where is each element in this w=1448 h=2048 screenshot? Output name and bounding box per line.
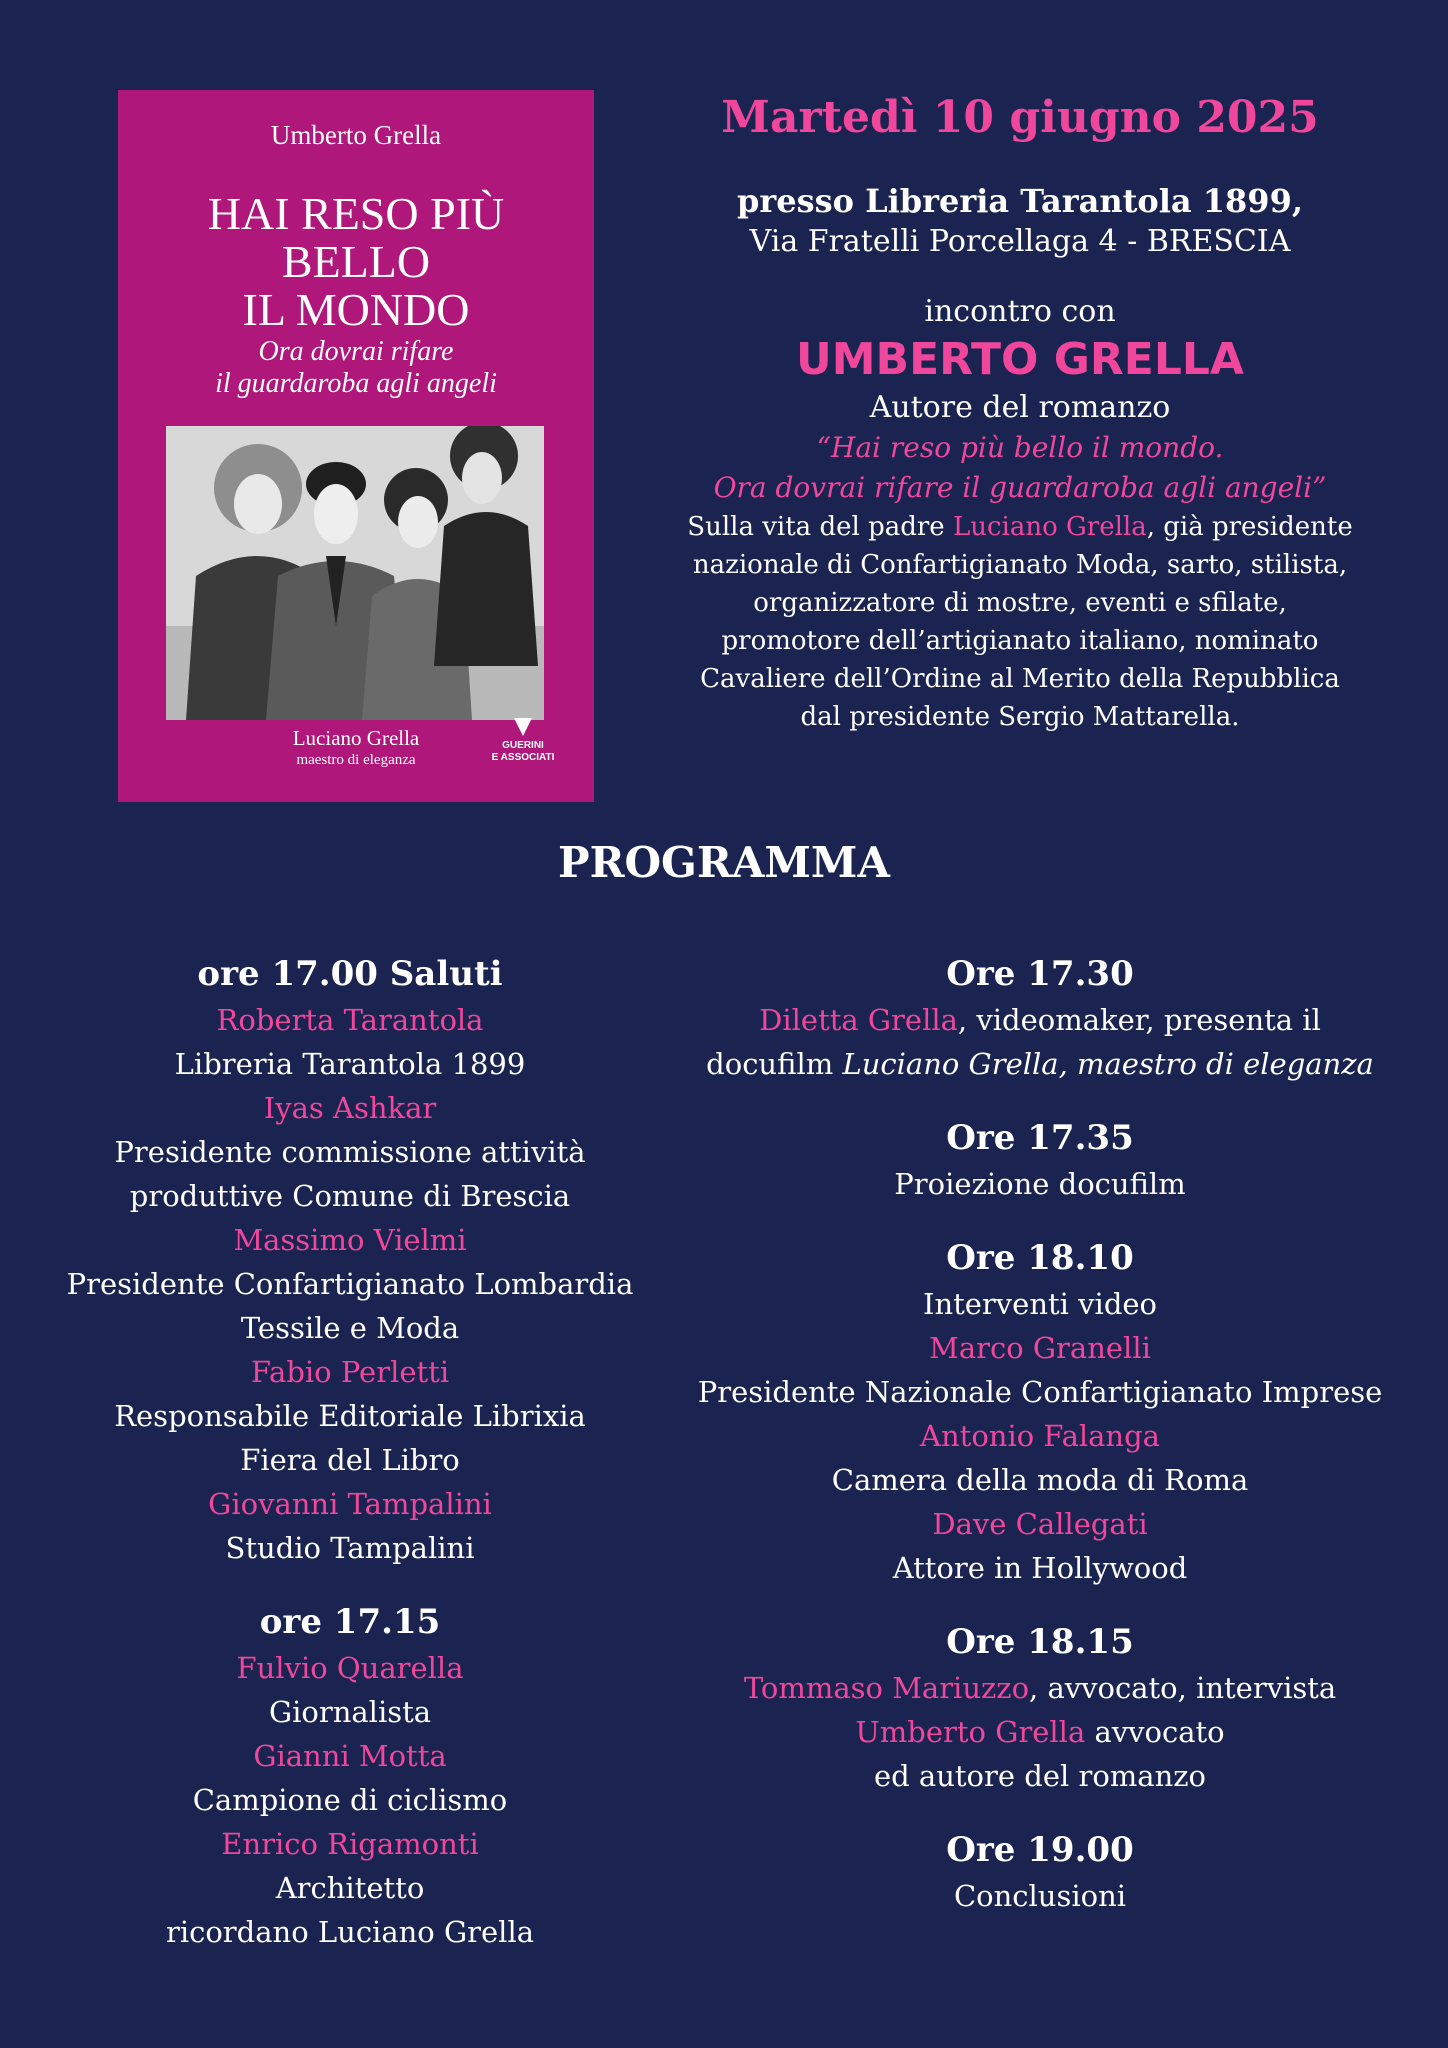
- speaker-role: produttive Comune di Brescia: [129, 1179, 571, 1213]
- novel-title-line: Ora dovrai rifare il guardaroba agli angeli”: [713, 471, 1327, 504]
- venue-name: presso Libreria Tarantola 1899,: [737, 182, 1303, 220]
- slot-text: ed autore del romanzo: [873, 1759, 1206, 1793]
- speaker-name: Enrico Rigamonti: [221, 1827, 479, 1861]
- cover-photo-illustration: [166, 426, 544, 720]
- speaker-role: Presidente Confartigianato Lombardia: [66, 1267, 634, 1301]
- speaker-name: Massimo Vielmi: [233, 1223, 467, 1257]
- bio-line: [640, 508, 1400, 546]
- slot-text: , avvocato, intervista: [1029, 1671, 1337, 1705]
- event-header: [640, 88, 1400, 736]
- speaker-name: Iyas Ashkar: [263, 1091, 437, 1125]
- cover-title-line: BELLO: [281, 236, 431, 287]
- slot-line: [660, 1710, 1420, 1754]
- bio-line: organizzatore di mostre, eventi e sfilate,: [753, 588, 1287, 618]
- speaker-name: Fulvio Quarella: [236, 1651, 464, 1685]
- slot-text: docufilm: [706, 1047, 843, 1081]
- bio-text: , già presidente: [1146, 512, 1353, 542]
- cover-title-line: IL MONDO: [242, 284, 470, 335]
- speaker-name: Dave Callegati: [932, 1507, 1148, 1541]
- bio-father-name: Luciano Grella: [952, 512, 1147, 542]
- program-left-column: [20, 950, 680, 1954]
- program-heading: PROGRAMMA: [557, 838, 890, 887]
- featured-author-name: UMBERTO GRELLA: [796, 334, 1244, 385]
- cover-author: Umberto Grella: [270, 120, 442, 150]
- cover-title-line: HAI RESO PIÙ: [207, 188, 505, 239]
- bio-line: promotore dell’artigianato italiano, nominato: [721, 626, 1319, 656]
- program-slot: [660, 1114, 1420, 1206]
- bio-line: dal presidente Sergio Mattarella.: [800, 702, 1240, 732]
- speaker-role: Presidente commissione attività: [114, 1135, 586, 1169]
- novel-title: [640, 428, 1400, 508]
- slot-time: ore 17.00 Saluti: [197, 954, 503, 994]
- program-slot: [20, 1598, 680, 1954]
- program-slot: [660, 1618, 1420, 1798]
- program-slot: [660, 1826, 1420, 1918]
- slot-text: Conclusioni: [953, 1879, 1127, 1913]
- speaker-name: Gianni Motta: [253, 1739, 447, 1773]
- author-bio: [640, 508, 1400, 736]
- speaker-role: Architetto: [275, 1871, 425, 1905]
- slot-line: [660, 1666, 1420, 1710]
- cover-subtitle-line: il guardaroba agli angeli: [215, 368, 497, 399]
- meet-with-label: incontro con: [924, 294, 1116, 329]
- event-date: Martedì 10 giugno 2025: [721, 92, 1319, 143]
- slot-time: ore 17.15: [259, 1602, 441, 1642]
- cover-subtitle-line: Ora dovrai rifare: [258, 336, 454, 367]
- speaker-role: Studio Tampalini: [225, 1531, 475, 1565]
- slot-text: , videomaker, presenta il: [957, 1003, 1321, 1037]
- program-slot: [20, 950, 680, 1570]
- speaker-role: Libreria Tarantola 1899: [174, 1047, 526, 1081]
- docufilm-title: Luciano Grella, maestro di eleganza: [842, 1047, 1374, 1081]
- slot-time: Ore 18.15: [946, 1622, 1134, 1662]
- speaker-name: Diletta Grella: [759, 1003, 958, 1037]
- slot-line: [660, 1042, 1420, 1086]
- speaker-name: Giovanni Tampalini: [208, 1487, 492, 1521]
- cover-title: [118, 190, 594, 334]
- speaker-name: Marco Granelli: [929, 1331, 1151, 1365]
- speaker-name: Fabio Perletti: [250, 1355, 450, 1389]
- speaker-role: Giornalista: [268, 1695, 432, 1729]
- speaker-role: ricordano Luciano Grella: [165, 1915, 535, 1949]
- publisher-triangle-icon: [514, 718, 532, 736]
- slot-time: Ore 18.10: [946, 1238, 1134, 1278]
- cover-caption-name: Luciano Grella: [292, 726, 420, 750]
- speaker-role: Tessile e Moda: [240, 1311, 460, 1345]
- venue-address: Via Fratelli Porcellaga 4 - BRESCIA: [749, 224, 1291, 259]
- speaker-role: Campione di ciclismo: [192, 1783, 508, 1817]
- cover-subtitle: [118, 336, 594, 400]
- publisher-name-line: GUERINI: [502, 740, 544, 751]
- cover-caption-subtitle: maestro di eleganza: [296, 752, 416, 768]
- book-cover: [118, 90, 594, 802]
- bio-text: Sulla vita del padre: [687, 512, 953, 542]
- slot-time: Ore 17.30: [946, 954, 1134, 994]
- speaker-role: Camera della moda di Roma: [831, 1463, 1249, 1497]
- speaker-role: Responsabile Editoriale Librixia: [114, 1399, 586, 1433]
- speaker-name: Roberta Tarantola: [216, 1003, 484, 1037]
- speaker-role: Presidente Nazionale Confartigianato Imprese: [697, 1375, 1383, 1409]
- program-slot: [660, 1234, 1420, 1590]
- slot-text: avvocato: [1085, 1715, 1225, 1749]
- author-of-label: Autore del romanzo: [869, 390, 1171, 425]
- cover-photo: [166, 426, 544, 720]
- novel-title-line: “Hai reso più bello il mondo.: [816, 431, 1224, 464]
- slot-text: Proiezione docufilm: [894, 1167, 1186, 1201]
- slot-line: [660, 998, 1420, 1042]
- program-slot: [660, 950, 1420, 1086]
- speaker-role: Fiera del Libro: [240, 1443, 460, 1477]
- bio-line: Cavaliere dell’Ordine al Merito della Repubblica: [700, 664, 1340, 694]
- speaker-name: Umberto Grella: [855, 1715, 1086, 1749]
- slot-time: Ore 19.00: [946, 1830, 1134, 1870]
- slot-time: Ore 17.35: [946, 1118, 1134, 1158]
- program-right-column: [660, 950, 1420, 1918]
- speaker-name: Tommaso Mariuzzo: [743, 1671, 1030, 1705]
- bio-line: nazionale di Confartigianato Moda, sarto, stilista,: [692, 550, 1348, 580]
- slot-text: Interventi video: [922, 1287, 1158, 1321]
- publisher-name-line: E ASSOCIATI: [491, 752, 555, 763]
- speaker-name: Antonio Falanga: [920, 1419, 1160, 1453]
- speaker-role: Attore in Hollywood: [892, 1551, 1188, 1585]
- publisher-logo: [478, 718, 568, 764]
